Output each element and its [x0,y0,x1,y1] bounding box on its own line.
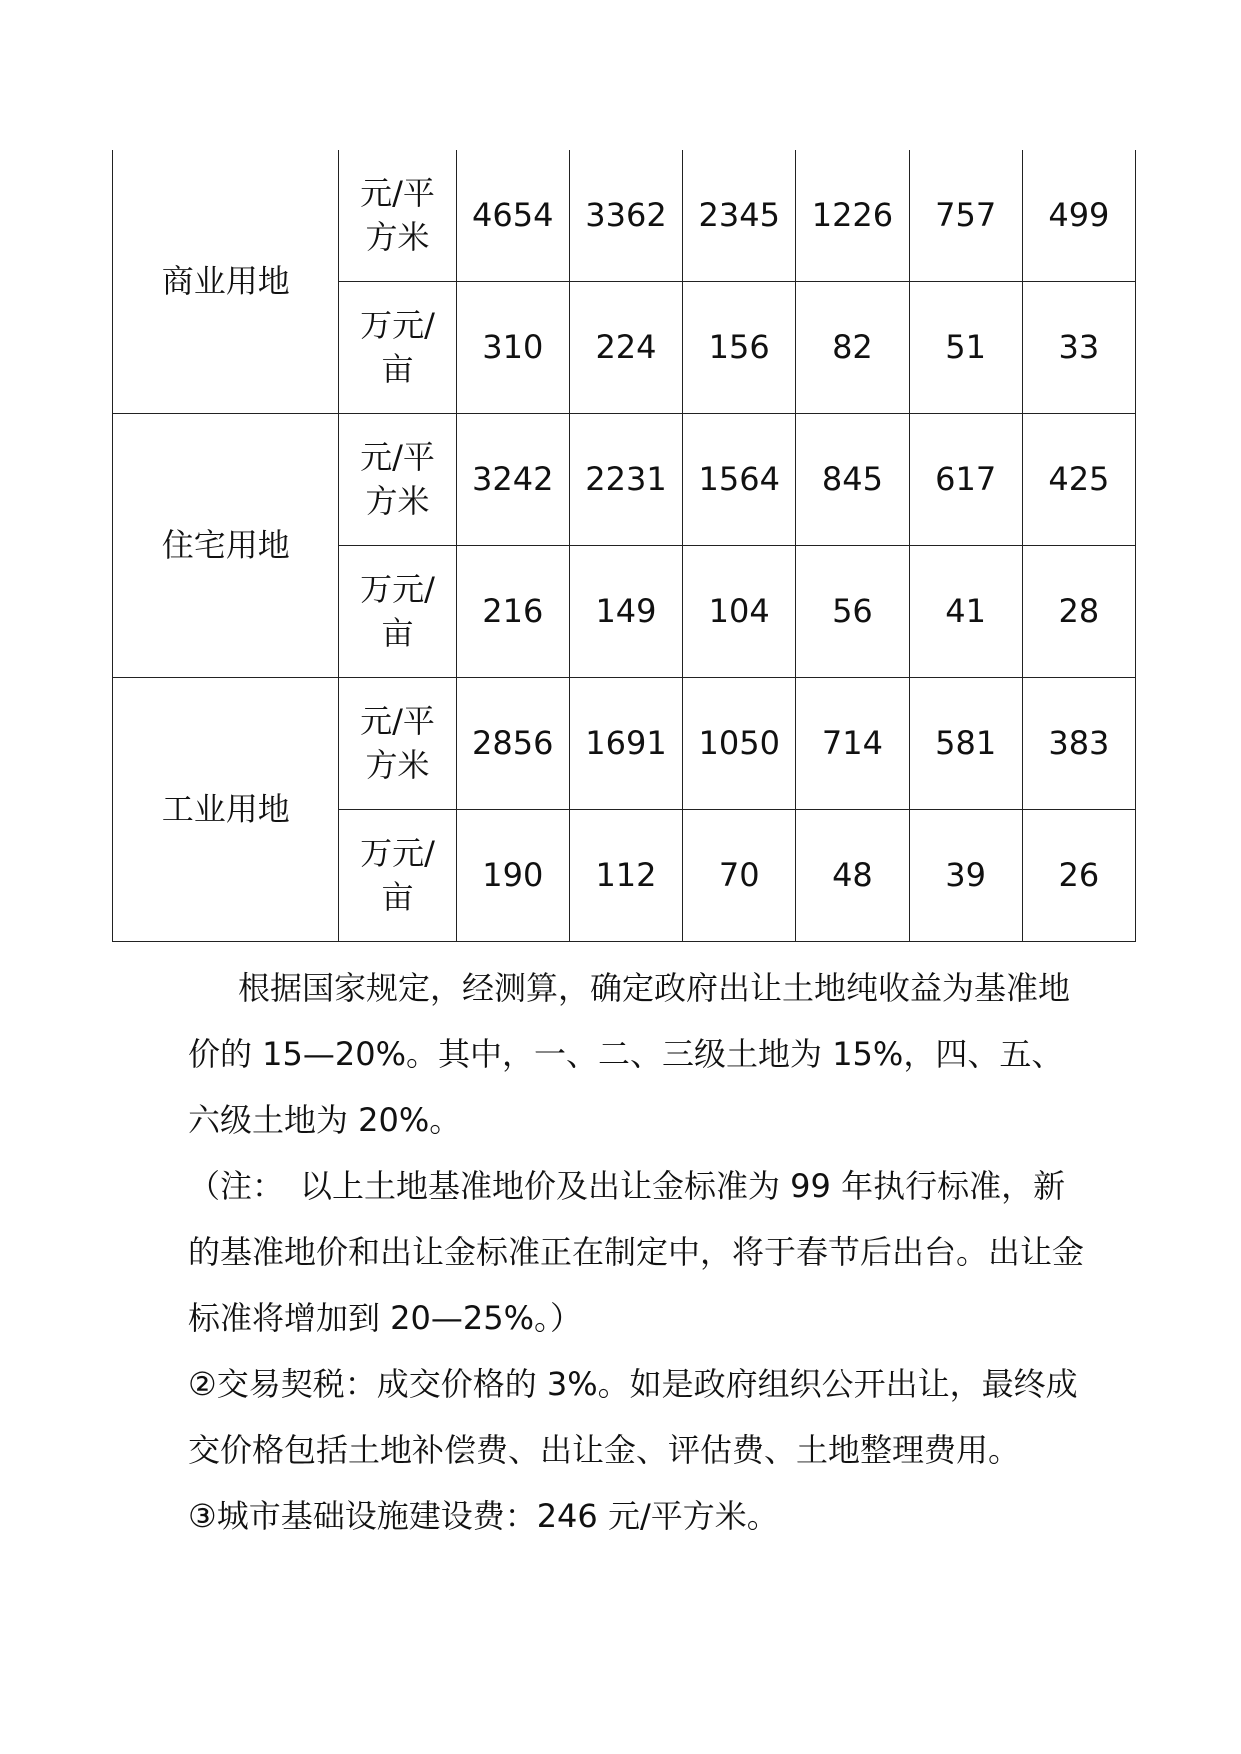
value-cell: 51 [909,282,1022,414]
value-cell: 845 [796,414,909,546]
unit-cell: 万元/ 亩 [339,810,456,942]
value-cell: 310 [456,282,569,414]
unit-cell: 元/平 方米 [339,414,456,546]
value-cell: 617 [909,414,1022,546]
value-cell: 39 [909,810,1022,942]
value-cell: 104 [683,546,796,678]
value-cell: 26 [1022,810,1135,942]
value-cell: 33 [1022,282,1135,414]
paragraph-infrastructure-fee: ③城市基础设施建设费：246 元/平方米。 [188,1497,779,1535]
value-cell: 1691 [569,678,682,810]
value-cell: 1226 [796,150,909,282]
value-cell: 2856 [456,678,569,810]
value-cell: 499 [1022,150,1135,282]
category-cell: 工业用地 [113,678,339,942]
paragraph-deed-tax: ②交易契税：成交价格的 3%。如是政府组织公开出让，最终成交价格包括土地补偿费、出让金、评估费、土地整理费用。 [188,1365,1078,1469]
value-cell: 3242 [456,414,569,546]
body-text [188,955,1088,1549]
value-cell: 425 [1022,414,1135,546]
unit-cell: 万元/ 亩 [339,282,456,414]
value-cell: 56 [796,546,909,678]
value-cell: 156 [683,282,796,414]
category-cell: 商业用地 [113,150,339,414]
value-cell: 581 [909,678,1022,810]
value-cell: 1564 [683,414,796,546]
table-row [113,678,1136,810]
unit-cell: 元/平 方米 [339,150,456,282]
value-cell: 82 [796,282,909,414]
value-cell: 2231 [569,414,682,546]
value-cell: 28 [1022,546,1135,678]
paragraph-note: （注： 以上土地基准地价及出让金标准为 99 年执行标准，新的基准地价和出让金标准正在制定中，将于春节后出台。出让金标准将增加到 20—25%。） [188,1167,1085,1337]
value-cell: 48 [796,810,909,942]
land-price-table [112,150,1136,942]
value-cell: 2345 [683,150,796,282]
unit-cell: 万元/ 亩 [339,546,456,678]
value-cell: 70 [683,810,796,942]
value-cell: 149 [569,546,682,678]
value-cell: 383 [1022,678,1135,810]
value-cell: 757 [909,150,1022,282]
category-cell: 住宅用地 [113,414,339,678]
paragraph-net-income: 根据国家规定，经测算，确定政府出让土地纯收益为基准地价的 15—20%。其中，一、二、三级土地为 15%，四、五、六级土地为 20%。 [188,969,1071,1139]
value-cell: 3362 [569,150,682,282]
table-row [113,150,1136,282]
value-cell: 190 [456,810,569,942]
value-cell: 1050 [683,678,796,810]
value-cell: 714 [796,678,909,810]
unit-cell: 元/平 方米 [339,678,456,810]
value-cell: 41 [909,546,1022,678]
table-row [113,414,1136,546]
value-cell: 4654 [456,150,569,282]
value-cell: 216 [456,546,569,678]
value-cell: 112 [569,810,682,942]
value-cell: 224 [569,282,682,414]
